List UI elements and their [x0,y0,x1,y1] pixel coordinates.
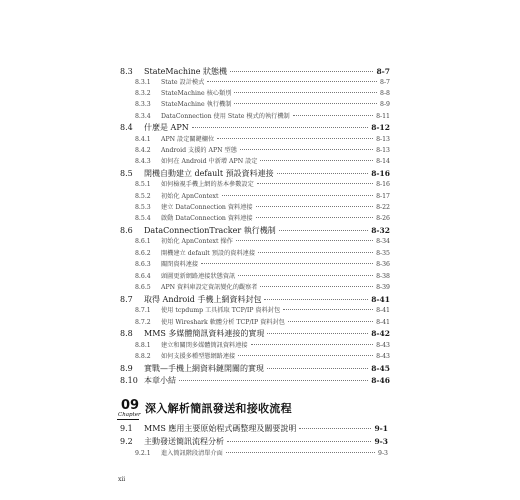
toc-entry-number: 8.9 [120,364,133,373]
toc-entry-page: 8-46 [371,376,390,385]
toc-entry-page: 8-26 [376,215,390,222]
toc-subsection-entry[interactable] [135,317,390,326]
toc-subsection-entry[interactable] [135,305,390,314]
toc-entry-page: 8-38 [376,273,390,280]
toc-entry-title: 主動發送簡訊流程分析 [144,437,224,446]
toc-entry-number: 8.5 [120,169,133,178]
toc-entry-number: 8.8.2 [135,353,151,360]
dot-leader [179,380,368,381]
toc-entry-number: 8.3.4 [135,113,151,120]
toc-entry-title: StateMachine 執行機制 [161,101,232,108]
dot-leader [226,452,375,453]
toc-entry-number: 8.3.3 [135,101,151,108]
dot-leader [192,127,369,128]
toc-entry-page: 9-3 [378,450,388,457]
toc-subsection-entry[interactable] [135,77,390,86]
toc-subsection-entry[interactable] [135,156,390,165]
toc-entry-page: 8-11 [376,113,390,120]
toc-entry-title: DataConnectionTracker 執行機制 [144,226,276,235]
toc-section-entry[interactable] [120,225,390,236]
toc-entry-page: 8-13 [376,136,390,143]
toc-entry-title: DataConnection 使用 State 模式的執行機制 [161,113,290,120]
toc-entry-page: 8-43 [376,342,390,349]
toc-subsection-entry[interactable] [135,202,390,211]
toc-entry-number: 8.6 [120,226,133,235]
toc-entry-title: StateMachine 核心類別 [161,90,232,97]
dot-leader [283,309,373,310]
dot-leader [227,441,371,442]
toc-entry-number: 8.3.1 [135,79,151,86]
toc-section-entry[interactable] [120,328,390,339]
dot-leader [236,240,373,241]
toc-entry-page: 8-12 [371,123,390,132]
toc-entry-title: 建立 DataConnection 資料連接 [161,204,253,211]
dot-leader [293,115,373,116]
toc-entry-page: 8-42 [371,329,390,338]
toc-entry-title: 實戰—手機上網資料鏈開關的實現 [144,364,264,373]
toc-subsection-entry[interactable] [135,351,390,360]
chapter-heading [117,398,397,420]
toc-subsection-entry[interactable] [135,448,388,457]
toc-subsection-entry[interactable] [135,271,390,280]
toc-entry-number: 8.4.2 [135,147,151,154]
toc-section-entry[interactable] [120,375,390,386]
toc-entry-number: 9.2.1 [135,450,151,457]
toc-section-entry[interactable] [120,122,390,133]
toc-entry-number: 8.5.2 [135,193,151,200]
toc-subsection-entry[interactable] [135,179,390,188]
toc-entry-number: 8.6.2 [135,250,151,257]
toc-entry-page: 8-9 [380,101,390,108]
chapter-number: 09 [121,398,140,413]
toc-subsection-entry[interactable] [135,88,390,97]
toc-entry-title: 開機自動建立 default 預設資料連接 [144,169,274,178]
toc-section-entry[interactable] [120,423,388,434]
dot-leader [238,355,373,356]
toc-entry-page: 8-22 [376,204,390,211]
dot-leader [234,92,377,93]
toc-entry-title: 如何檢視手機上網的基本參數設定 [161,181,254,188]
toc-entry-page: 8-17 [376,193,390,200]
toc-entry-title: 使用 tcpdump 工具抓取 TCP/IP 資料封包 [161,307,281,314]
dot-leader [207,81,377,82]
toc-entry-title: 如何支援多種型態網路連接 [161,353,236,360]
toc-entry-title: 關閉資料連接 [161,261,199,268]
toc-entry-number: 8.3.2 [135,90,151,97]
toc-section-entry[interactable] [120,363,390,374]
toc-entry-page: 9-3 [374,437,388,446]
toc-entry-number: 8.7 [120,295,133,304]
toc-subsection-entry[interactable] [135,145,390,154]
toc-entry-number: 8.4.3 [135,158,151,165]
dot-leader [222,195,374,196]
toc-entry-page: 8-16 [371,169,390,178]
toc-entry-page: 8-7 [380,79,390,86]
dot-leader [217,138,373,139]
chapter-title: 深入解析簡訊發送和接收流程 [145,402,292,415]
toc-entry-page: 8-41 [376,307,390,314]
toc-entry-page: 8-41 [376,319,390,326]
toc-entry-number: 9.1 [120,424,133,433]
toc-entry-number: 8.4 [120,123,133,132]
dot-leader [267,333,368,334]
toc-entry-title: 頭圖更新網路連接狀態資訊 [161,273,236,280]
toc-entry-number: 8.3 [120,67,133,76]
toc-entry-title: MMS 多媒體簡訊資料連接的實現 [144,329,265,338]
toc-entry-title: 取得 Android 手機上網資料封包 [144,295,262,304]
toc-entry-number: 8.10 [120,376,138,385]
toc-section-entry[interactable] [120,168,390,179]
dot-leader [240,149,373,150]
dot-leader [267,368,368,369]
toc-subsection-entry[interactable] [135,340,390,349]
toc-entry-number: 9.2 [120,437,133,446]
toc-entry-title: Android 支援的 APN 型態 [161,147,237,154]
dot-leader [260,286,373,287]
toc-subsection-entry[interactable] [135,191,390,200]
toc-entry-number: 8.4.1 [135,136,151,143]
toc-entry-title: 如何在 Android 中新增 APN 設定 [161,158,258,165]
toc-entry-title: APN 資料庫設定資訊變化的觀察者 [161,284,258,291]
toc-entry-page: 8-14 [376,158,390,165]
dot-leader [234,103,377,104]
toc-entry-number: 8.6.4 [135,273,151,280]
toc-entry-number: 8.7.1 [135,307,151,314]
toc-entry-title: 啟動 DataConnection 資料連接 [161,215,253,222]
toc-entry-title: State 設計模式 [161,79,205,86]
dot-leader [260,160,373,161]
toc-entry-title: 建立和關閉多媒體簡訊資料連接 [161,342,248,349]
toc-entry-title: 初始化 ApnContext 操作 [161,238,233,245]
toc-section-entry[interactable] [120,294,390,305]
toc-entry-number: 8.6.3 [135,261,151,268]
dot-leader [256,217,373,218]
dot-leader [279,230,368,231]
toc-entry-page: 8-36 [376,261,390,268]
toc-entry-title: 什麼是 APN [144,123,189,132]
toc-entry-page: 8-41 [371,295,390,304]
toc-entry-number: 8.8.1 [135,342,151,349]
toc-entry-page: 8-13 [376,147,390,154]
dot-leader [288,321,373,322]
toc-entry-number: 8.8 [120,329,133,338]
toc-subsection-entry[interactable] [135,282,390,291]
toc-entry-number: 8.7.2 [135,319,151,326]
dot-leader [201,263,373,264]
dot-leader [258,252,373,253]
toc-entry-title: 初始化 ApnContext [161,193,219,200]
dot-leader [299,428,371,429]
toc-subsection-entry[interactable] [135,236,390,245]
toc-subsection-entry[interactable] [135,111,390,120]
toc-entry-title: APN 設定關鍵欄位 [161,136,215,143]
toc-entry-number: 8.6.5 [135,284,151,291]
toc-entry-page: 8-35 [376,250,390,257]
dot-leader [251,344,373,345]
toc-entry-page: 8-32 [371,226,390,235]
dot-leader [256,206,373,207]
dot-leader [230,71,373,72]
toc-entry-page: 8-34 [376,238,390,245]
toc-entry-page: 9-1 [374,424,388,433]
toc-section-entry[interactable] [120,436,388,447]
toc-entry-title: 本章小結 [144,376,176,385]
toc-entry-number: 8.6.1 [135,238,151,245]
toc-entry-title: MMS 應用主要原始程式碼整理及關要說明 [144,424,297,433]
toc-entry-number: 8.5.1 [135,181,151,188]
toc-subsection-entry[interactable] [135,213,390,222]
toc-entry-page: 8-45 [371,364,390,373]
toc-subsection-entry[interactable] [135,259,390,268]
toc-subsection-entry[interactable] [135,248,390,257]
toc-entry-page: 8-43 [376,353,390,360]
toc-entry-page: 8-7 [376,67,390,76]
toc-entry-title: StateMachine 狀態機 [144,67,227,76]
toc-section-entry[interactable] [120,66,390,77]
page-number: xii [118,476,126,483]
dot-leader [257,183,373,184]
toc-subsection-entry[interactable] [135,99,390,108]
toc-subsection-entry[interactable] [135,134,390,143]
toc-entry-page: 8-16 [376,181,390,188]
dot-leader [264,299,368,300]
toc-entry-page: 8-8 [380,90,390,97]
toc-entry-title: 開機建立 default 預設的資料連接 [161,250,256,257]
dot-leader [277,173,369,174]
chapter-label: Chapter [118,412,141,418]
toc-entry-title: 進入簡訊階段清單介面 [161,450,223,457]
dot-leader [238,275,373,276]
toc-entry-number: 8.5.4 [135,215,151,222]
toc-entry-number: 8.5.3 [135,204,151,211]
toc-entry-page: 8-39 [376,284,390,291]
toc-entry-title: 使用 Wireshark 軟體分析 TCP/IP 資料封包 [161,319,285,326]
chapter-underline [117,419,139,420]
